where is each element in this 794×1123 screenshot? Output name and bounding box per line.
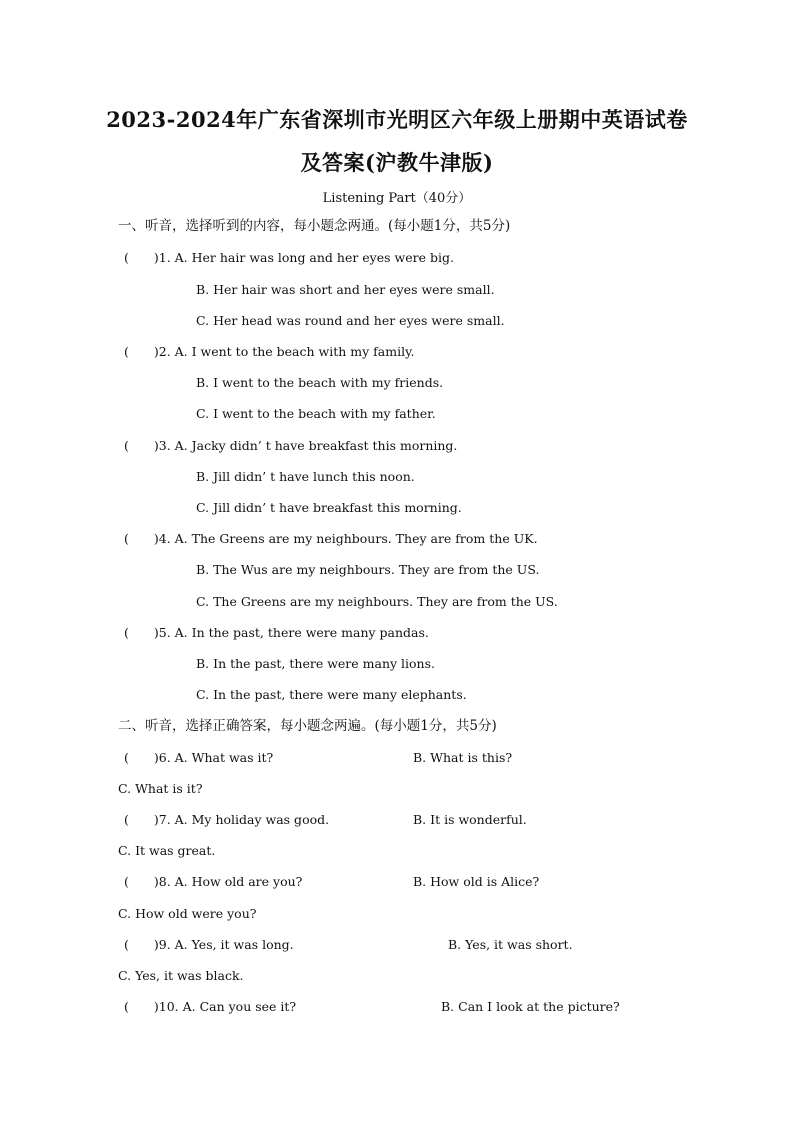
- question-9-option-c: C. Yes, it was black.: [118, 968, 244, 983]
- question-7-option-b: B. It is wonderful.: [413, 812, 527, 827]
- question-4-option-c: C. The Greens are my neighbours. They are from the US.: [196, 594, 558, 609]
- question-1-option-a: ( )1. A. Her hair was long and her eyes were big.: [124, 250, 454, 265]
- question-1-option-b: B. Her hair was short and her eyes were small.: [196, 282, 495, 297]
- question-5-option-b: B. In the past, there were many lions.: [196, 656, 435, 671]
- question-2-option-c: C. I went to the beach with my father.: [196, 406, 436, 421]
- question-2-option-a: ( )2. A. I went to the beach with my family.: [124, 344, 415, 359]
- exam-title-line2: 及答案(沪教牛津版): [300, 150, 494, 175]
- question-5-option-a: ( )5. A. In the past, there were many pandas.: [124, 625, 429, 640]
- exam-title-line1: 2023-2024年广东省深圳市光明区六年级上册期中英语试卷: [106, 107, 688, 132]
- question-6-option-b: B. What is this?: [413, 750, 513, 765]
- question-3-option-b: B. Jill didn’ t have lunch this noon.: [196, 469, 415, 484]
- question-1-option-c: C. Her head was round and her eyes were small.: [196, 313, 505, 328]
- question-4-option-b: B. The Wus are my neighbours. They are from the US.: [196, 562, 540, 577]
- question-7-option-a: ( )7. A. My holiday was good.: [124, 812, 330, 827]
- question-5-option-c: C. In the past, there were many elephants.: [196, 687, 467, 702]
- section-2-heading: 二、听音，选择正确答案，每小题念两遍。(每小题1分，共5分): [118, 718, 497, 734]
- question-6-option-a: ( )6. A. What was it?: [124, 750, 274, 765]
- question-10-option-a: ( )10. A. Can you see it?: [124, 999, 297, 1014]
- question-2-option-b: B. I went to the beach with my friends.: [196, 375, 444, 390]
- question-8-option-b: B. How old is Alice?: [413, 874, 540, 889]
- question-4-option-a: ( )4. A. The Greens are my neighbours. They are from the UK.: [124, 531, 538, 546]
- question-6-option-c: C. What is it?: [118, 781, 203, 796]
- question-9-option-b: B. Yes, it was short.: [448, 937, 573, 952]
- listening-part-heading: Listening Part（40分）: [322, 191, 472, 206]
- question-7-option-c: C. It was great.: [118, 843, 216, 858]
- question-8-option-a: ( )8. A. How old are you?: [124, 874, 303, 889]
- question-9-option-a: ( )9. A. Yes, it was long.: [124, 937, 294, 952]
- section-1-heading: 一、听音，选择听到的内容，每小题念两通。(每小题1分，共5分): [118, 218, 511, 234]
- question-8-option-c: C. How old were you?: [118, 906, 257, 921]
- question-3-option-a: ( )3. A. Jacky didn’ t have breakfast this morning.: [124, 438, 458, 453]
- question-3-option-c: C. Jill didn’ t have breakfast this morning.: [196, 500, 462, 515]
- question-10-option-b: B. Can I look at the picture?: [441, 999, 620, 1014]
